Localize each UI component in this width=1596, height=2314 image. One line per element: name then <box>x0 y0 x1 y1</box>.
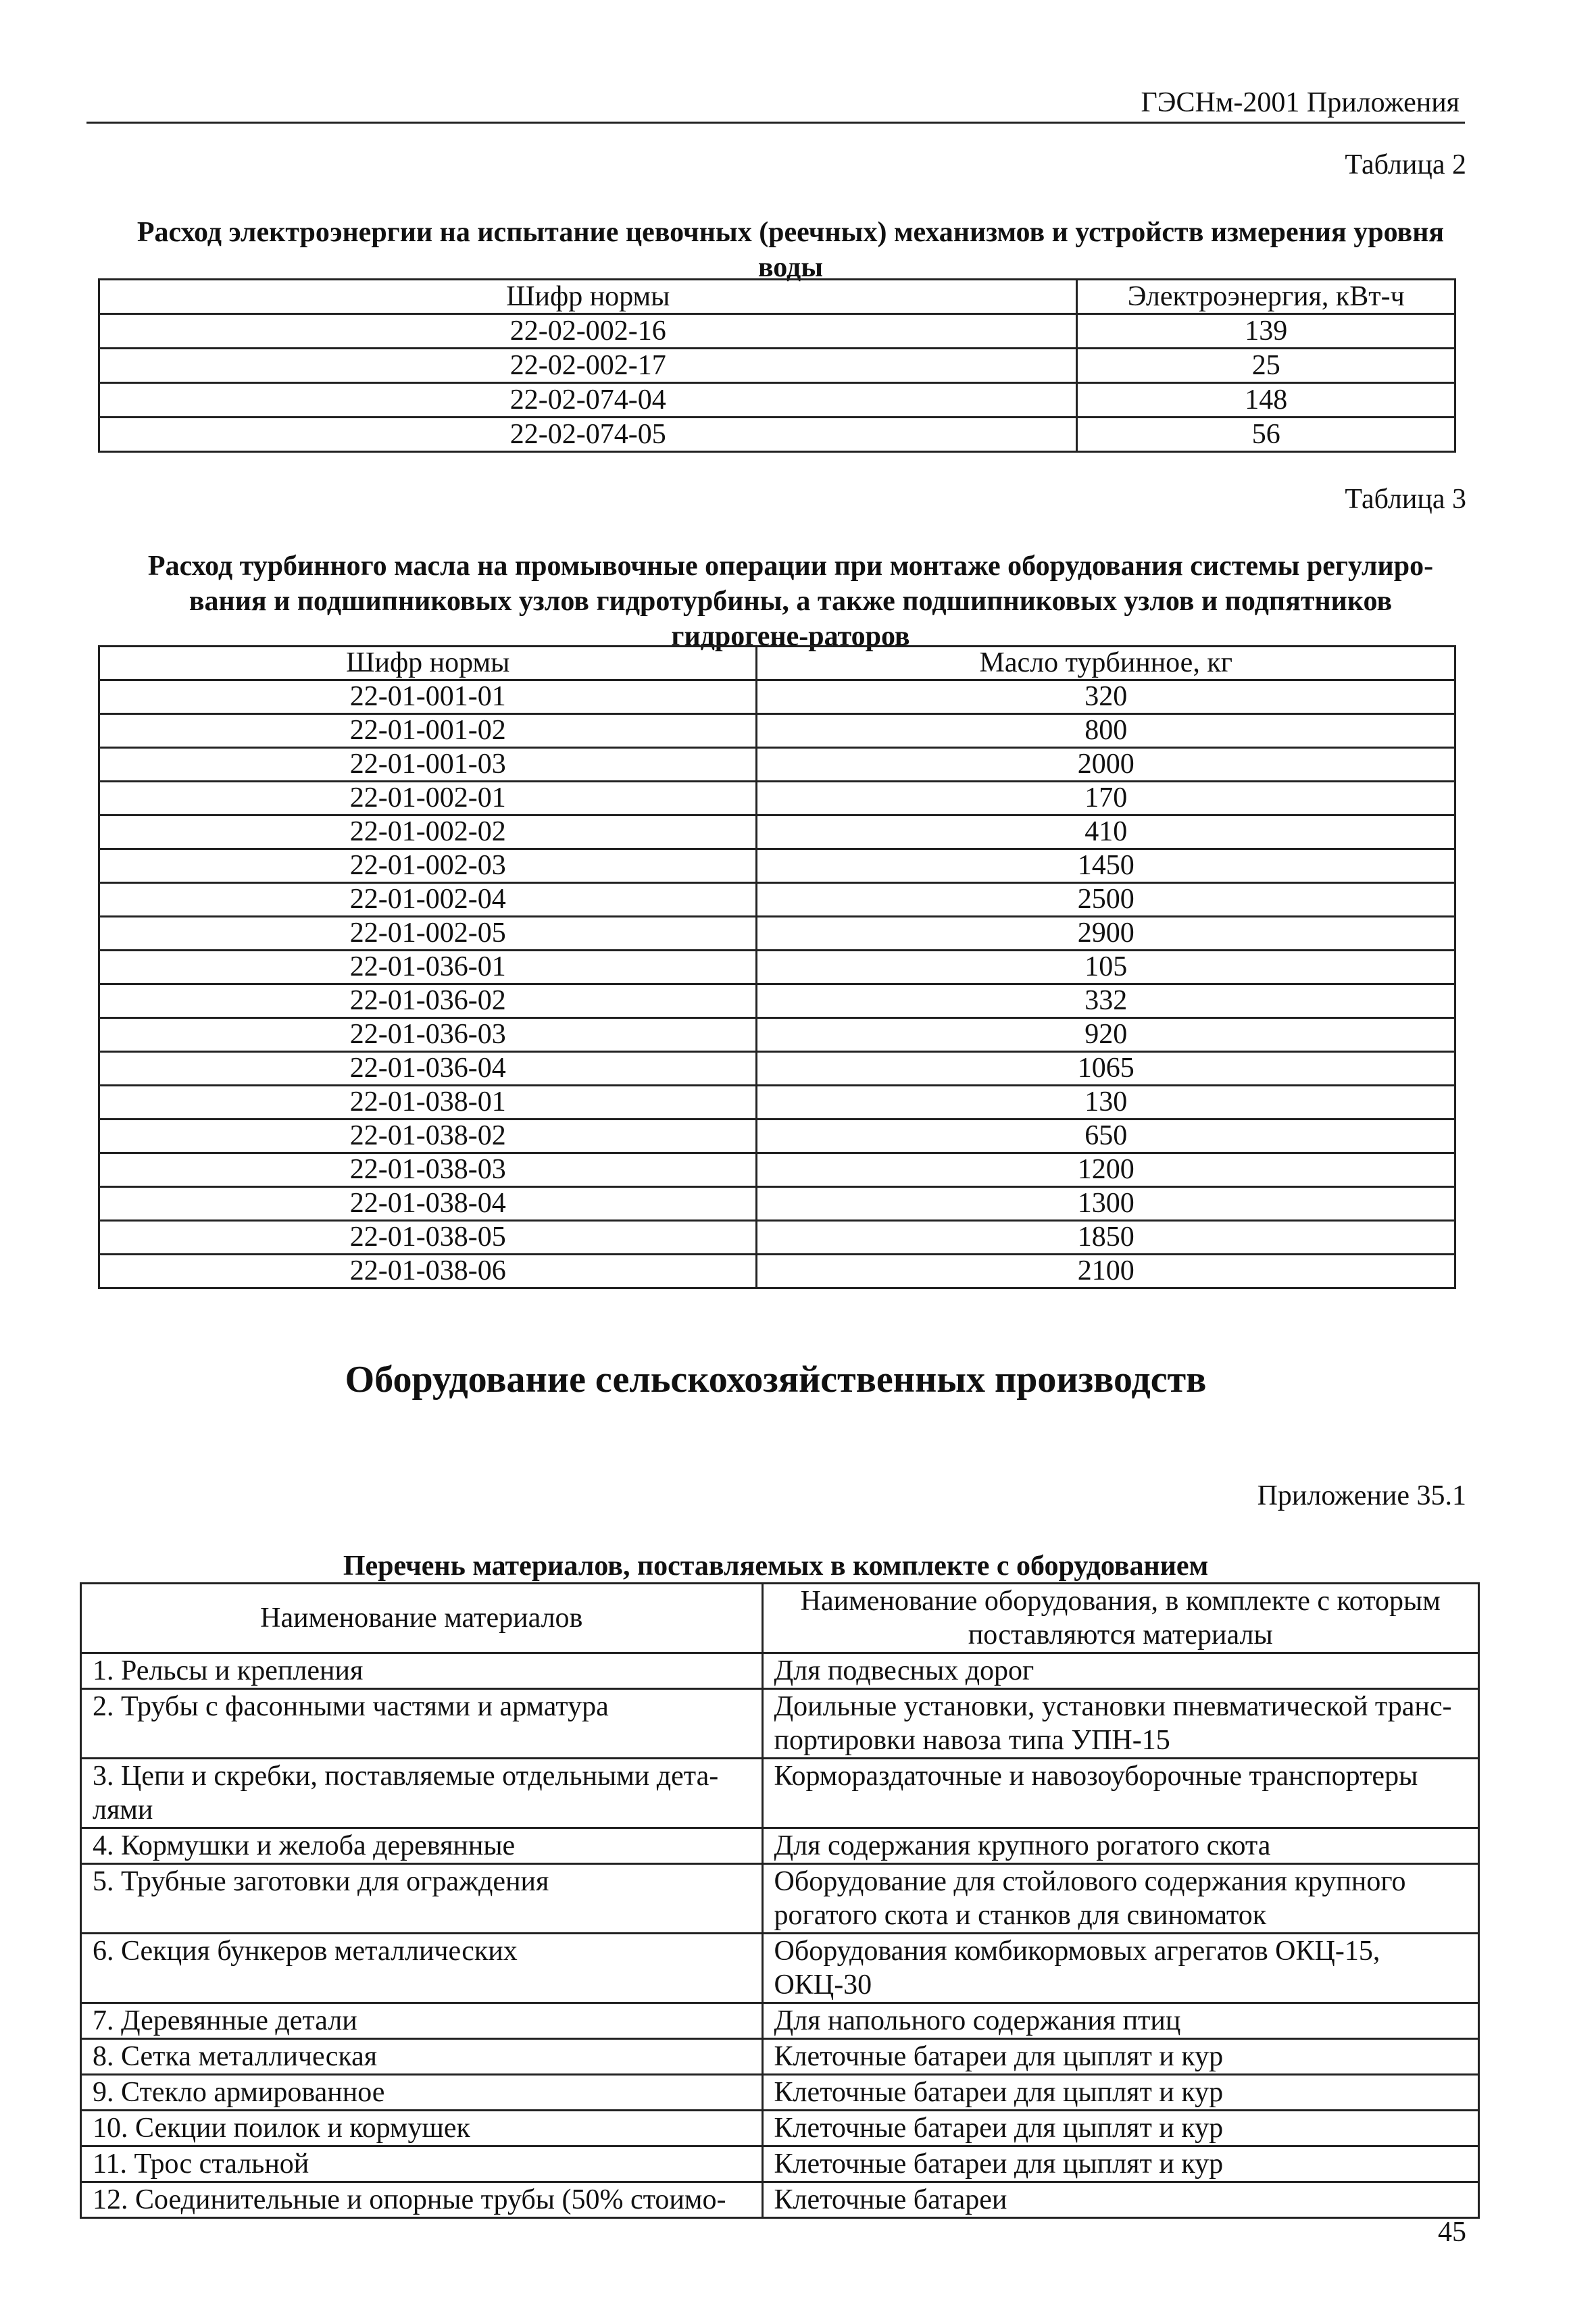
table-cell: 11. Трос стальной <box>81 2146 763 2182</box>
table-row <box>99 1187 1455 1221</box>
table-row <box>99 383 1455 418</box>
table-cell: 22-01-038-05 <box>99 1221 757 1255</box>
appendix-table <box>80 1582 1480 2219</box>
table-row <box>81 2111 1479 2146</box>
table2-header-row <box>99 280 1455 314</box>
table-row <box>81 2003 1479 2039</box>
table-row <box>99 883 1455 917</box>
table-row <box>99 1018 1455 1052</box>
section-title: Оборудование сельскохозяйственных производств <box>345 1359 1207 1401</box>
table-row <box>81 2146 1479 2182</box>
table-row <box>81 1653 1479 1689</box>
table-row <box>81 1689 1479 1759</box>
table-row <box>81 2182 1479 2218</box>
table-cell: 22-01-036-01 <box>99 951 757 984</box>
table-row <box>99 314 1455 349</box>
table3-title: Расход турбинного масла на промывочные операции при монтаже оборудования системы регулиро-вания и подшипниковых узлов гидротурбины, а также подшипниковых узлов и подпятников гидрогене-раторов <box>147 551 1434 652</box>
table-row <box>99 714 1455 748</box>
table-row <box>99 1086 1455 1120</box>
table-cell: 22-01-038-06 <box>99 1255 757 1288</box>
table3-header-row <box>99 647 1455 680</box>
table-row <box>99 1221 1455 1255</box>
table-cell: 1200 <box>757 1153 1455 1187</box>
table-cell: Клеточные батареи <box>762 2182 1478 2218</box>
table-row <box>99 951 1455 984</box>
column-header: Наименование материалов <box>81 1584 763 1653</box>
table-cell: 2900 <box>757 917 1455 951</box>
table-cell: 1. Рельсы и крепления <box>81 1653 763 1689</box>
table-cell: Для подвесных дорог <box>762 1653 1478 1689</box>
table-cell: 2500 <box>757 883 1455 917</box>
table-row <box>99 782 1455 815</box>
table-cell: 9. Стекло армированное <box>81 2075 763 2111</box>
table-cell: 10. Секции поилок и кормушек <box>81 2111 763 2146</box>
table-cell: 22-01-002-02 <box>99 815 757 849</box>
table-cell: 7. Деревянные детали <box>81 2003 763 2039</box>
table-cell: Для содержания крупного рогатого скота <box>762 1828 1478 1864</box>
header-rule <box>86 122 1465 124</box>
appendix-title: Перечень материалов, поставляемых в комплекте с оборудованием <box>343 1551 1209 1582</box>
table-cell: 2000 <box>757 748 1455 782</box>
table-row <box>99 1120 1455 1153</box>
table-row <box>81 1759 1479 1828</box>
table-cell: 22-01-036-03 <box>99 1018 757 1052</box>
table-cell: 22-01-001-03 <box>99 748 757 782</box>
column-header: Масло турбинное, кг <box>757 647 1455 680</box>
column-header: Шифр нормы <box>99 280 1077 314</box>
table-cell: 22-01-002-05 <box>99 917 757 951</box>
table-row <box>99 984 1455 1018</box>
table-cell: 2100 <box>757 1255 1455 1288</box>
table-cell: 22-01-001-01 <box>99 680 757 714</box>
table-cell: 22-01-002-04 <box>99 883 757 917</box>
table-cell: 25 <box>1077 349 1455 383</box>
table-cell: 1300 <box>757 1187 1455 1221</box>
table-cell: 800 <box>757 714 1455 748</box>
table-cell: Для напольного содержания птиц <box>762 2003 1478 2039</box>
table2-label: Таблица 2 <box>1345 149 1466 180</box>
table-row <box>81 1864 1479 1934</box>
table-row <box>99 815 1455 849</box>
table-cell: Клеточные батареи для цыплят и кур <box>762 2111 1478 2146</box>
table-row <box>99 680 1455 714</box>
table-cell: Клеточные батареи для цыплят и кур <box>762 2146 1478 2182</box>
table-cell: 22-02-002-17 <box>99 349 1077 383</box>
table-row <box>99 1153 1455 1187</box>
table-row <box>99 917 1455 951</box>
table-row <box>99 1052 1455 1086</box>
table-cell: 920 <box>757 1018 1455 1052</box>
table-cell: 22-01-001-02 <box>99 714 757 748</box>
table-cell: 105 <box>757 951 1455 984</box>
table-cell: 1850 <box>757 1221 1455 1255</box>
table-cell: 650 <box>757 1120 1455 1153</box>
table-cell: Оборудование для стойлового содержания крупного рогатого скота и станков для свиноматок <box>762 1864 1478 1934</box>
table-cell: 6. Секция бункеров металлических <box>81 1934 763 2003</box>
table-row <box>99 849 1455 883</box>
table-cell: 130 <box>757 1086 1455 1120</box>
column-header: Электроэнергия, кВт-ч <box>1077 280 1455 314</box>
table-cell: 22-02-002-16 <box>99 314 1077 349</box>
table-cell: 22-01-002-03 <box>99 849 757 883</box>
table-cell: Доильные установки, установки пневматической транс-портировки навоза типа УПН-15 <box>762 1689 1478 1759</box>
appendix-header-row <box>81 1584 1479 1653</box>
table-cell: 139 <box>1077 314 1455 349</box>
table-cell: Оборудования комбикормовых агрегатов ОКЦ-15, ОКЦ-30 <box>762 1934 1478 2003</box>
table-cell: 22-01-036-04 <box>99 1052 757 1086</box>
table-cell: 22-01-002-01 <box>99 782 757 815</box>
table-row <box>81 2075 1479 2111</box>
table-row <box>81 1934 1479 2003</box>
table-cell: 320 <box>757 680 1455 714</box>
column-header: Наименование оборудования, в комплекте с которым поставляются материалы <box>762 1584 1478 1653</box>
table-cell: 410 <box>757 815 1455 849</box>
table-cell: 170 <box>757 782 1455 815</box>
table3-label: Таблица 3 <box>1345 484 1466 515</box>
table-cell: 148 <box>1077 383 1455 418</box>
table2 <box>98 278 1456 453</box>
table-cell: 22-01-038-04 <box>99 1187 757 1221</box>
table-cell: 22-01-038-01 <box>99 1086 757 1120</box>
table-cell: 12. Соединительные и опорные трубы (50% стоимо- <box>81 2182 763 2218</box>
table-cell: Клеточные батареи для цыплят и кур <box>762 2039 1478 2075</box>
running-header: ГЭСНм-2001 Приложения <box>1141 87 1460 118</box>
table-cell: 22-02-074-05 <box>99 418 1077 452</box>
table-cell: 22-02-074-04 <box>99 383 1077 418</box>
table-row <box>81 2039 1479 2075</box>
table-cell: 22-01-038-03 <box>99 1153 757 1187</box>
table-cell: 1065 <box>757 1052 1455 1086</box>
table-cell: 1450 <box>757 849 1455 883</box>
table-cell: 22-01-036-02 <box>99 984 757 1018</box>
table-cell: 5. Трубные заготовки для ограждения <box>81 1864 763 1934</box>
table-row <box>99 1255 1455 1288</box>
table-cell: 4. Кормушки и желоба деревянные <box>81 1828 763 1864</box>
table2-title: Расход электроэнергии на испытание цевочных (реечных) механизмов и устройств измерения уровня воды <box>136 217 1445 283</box>
table3 <box>98 645 1456 1289</box>
table-cell: Кормораздаточные и навозоуборочные транспортеры <box>762 1759 1478 1828</box>
table-cell: 2. Трубы с фасонными частями и арматура <box>81 1689 763 1759</box>
table-cell: 56 <box>1077 418 1455 452</box>
table-row <box>81 1828 1479 1864</box>
table-cell: 8. Сетка металлическая <box>81 2039 763 2075</box>
table-row <box>99 349 1455 383</box>
table-cell: Клеточные батареи для цыплят и кур <box>762 2075 1478 2111</box>
table-cell: 332 <box>757 984 1455 1018</box>
table-row <box>99 418 1455 452</box>
table-row <box>99 748 1455 782</box>
page-number: 45 <box>1438 2217 1466 2248</box>
table-cell: 22-01-038-02 <box>99 1120 757 1153</box>
column-header: Шифр нормы <box>99 647 757 680</box>
table-cell: 3. Цепи и скребки, поставляемые отдельными дета-лями <box>81 1759 763 1828</box>
appendix-label: Приложение 35.1 <box>1257 1480 1466 1511</box>
